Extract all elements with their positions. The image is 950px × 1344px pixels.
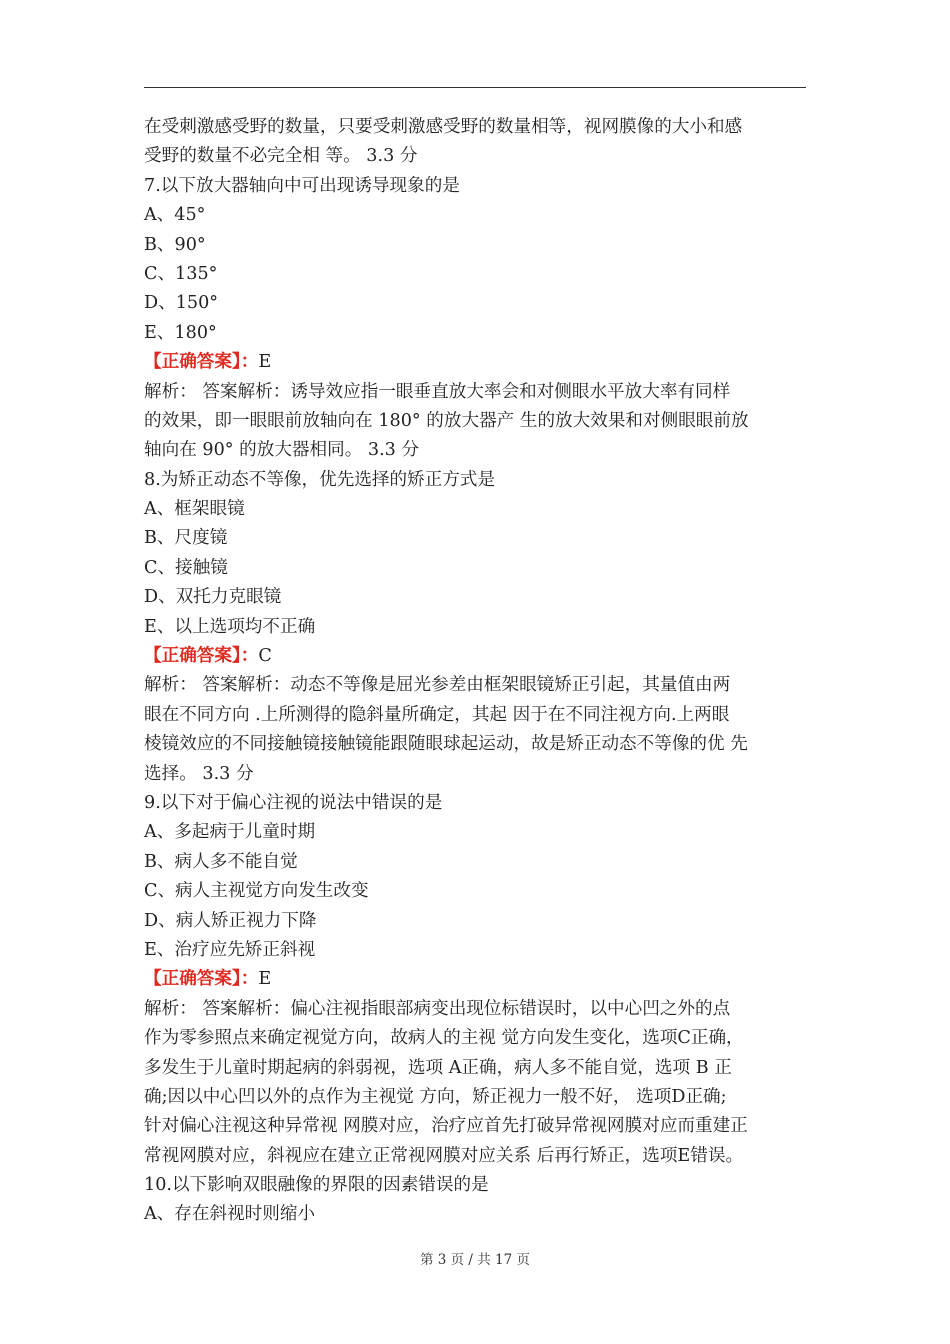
text-line: A、存在斜视时则缩小 xyxy=(144,1204,316,1225)
text-line: 针对偏心注视这种异常视 网膜对应，治疗应首先打破异常视网膜对应而重建正 xyxy=(144,1116,748,1137)
text-line: C、病人主视觉方向发生改变 xyxy=(144,881,369,902)
text-line: 轴向在 90° 的放大器相同。 3.3 分 xyxy=(144,440,420,461)
text-line: B、90° xyxy=(144,234,206,255)
text-line: D、病人矫正视力下降 xyxy=(144,910,317,931)
text-line: 确;因以中心凹以外的点作为主视觉 方向，矫正视力一般不好， 选项D正确; xyxy=(144,1086,727,1107)
text-line: 棱镜效应的不同接触镜接触镜能跟随眼球起运动，故是矫正动态不等像的优 先 xyxy=(144,734,748,755)
correct-answer-line xyxy=(144,965,810,994)
text-line: B、尺度镜 xyxy=(144,528,228,549)
document-body xyxy=(144,113,810,1230)
text-line: 作为零参照点来确定视觉方向，故病人的主视 觉方向发生变化，选项C正确， xyxy=(144,1028,744,1049)
text-line: D、150° xyxy=(144,293,219,314)
text-line: 在受刺激感受野的数量，只要受刺激感受野的数量相等，视网膜像的大小和感 xyxy=(144,117,743,137)
text-line: 的效果，即一眼眼前放轴向在 180° 的放大器产 生的放大效果和对侧眼眼前放 xyxy=(144,410,749,431)
text-line: B、病人多不能自觉 xyxy=(144,851,298,872)
text-line: E、以上选项均不正确 xyxy=(144,616,316,637)
text-line: 9.以下对于偏心注视的说法中错误的是 xyxy=(144,792,443,813)
correct-answer-line xyxy=(144,642,810,671)
text-line: 8.为矫正动态不等像，优先选择的矫正方式是 xyxy=(144,469,496,490)
correct-answer-label: 【正确答案】： xyxy=(144,352,259,373)
text-line: A、多起病于儿童时期 xyxy=(144,822,316,843)
text-line: A、45° xyxy=(144,205,206,226)
text-line: 解析： 答案解析：动态不等像是屈光参差由框架眼镜矫正引起，其量值由两 xyxy=(144,675,731,696)
text-line: 7.以下放大器轴向中可出现诱导现象的是 xyxy=(144,175,460,196)
correct-answer-label: 【正确答案】： xyxy=(144,646,259,667)
correct-answer-value: C xyxy=(258,646,272,667)
text-line: C、接触镜 xyxy=(144,557,228,578)
text-line: C、135° xyxy=(144,263,218,284)
text-line: D、双托力克眼镜 xyxy=(144,587,282,608)
text-line: 眼在不同方向 .上所测得的隐斜量所确定，其起 因于在不同注视方向.上两眼 xyxy=(144,704,730,725)
text-line: 解析： 答案解析：偏心注视指眼部病变出现位标错误时，以中心凹之外的点 xyxy=(144,998,731,1019)
page-footer: 第 3 页 / 共 17 页 xyxy=(419,1252,531,1268)
correct-answer-label: 【正确答案】： xyxy=(144,969,259,990)
header-rule xyxy=(144,87,806,88)
text-line: 受野的数量不必完全相 等。 3.3 分 xyxy=(144,146,418,167)
text-line: 10.以下影响双眼融像的界限的因素错误的是 xyxy=(144,1175,489,1196)
text-line: 选择。 3.3 分 xyxy=(144,763,254,784)
text-line: 多发生于儿童时期起病的斜弱视，选项 A正确，病人多不能自觉，选项 B 正 xyxy=(144,1057,732,1078)
text-line: A、框架眼镜 xyxy=(144,499,245,520)
text-line: E、治疗应先矫正斜视 xyxy=(144,939,316,960)
correct-answer-line xyxy=(144,348,810,377)
text-line: 常视网膜对应，斜视应在建立正常视网膜对应关系 后再行矫正，选项E错误。 xyxy=(144,1145,744,1166)
text-line: 解析： 答案解析：诱导效应指一眼垂直放大率会和对侧眼水平放大率有同样 xyxy=(144,381,731,402)
correct-answer-value: E xyxy=(258,352,272,373)
text-line: E、180° xyxy=(144,322,217,343)
correct-answer-value: E xyxy=(258,969,272,990)
